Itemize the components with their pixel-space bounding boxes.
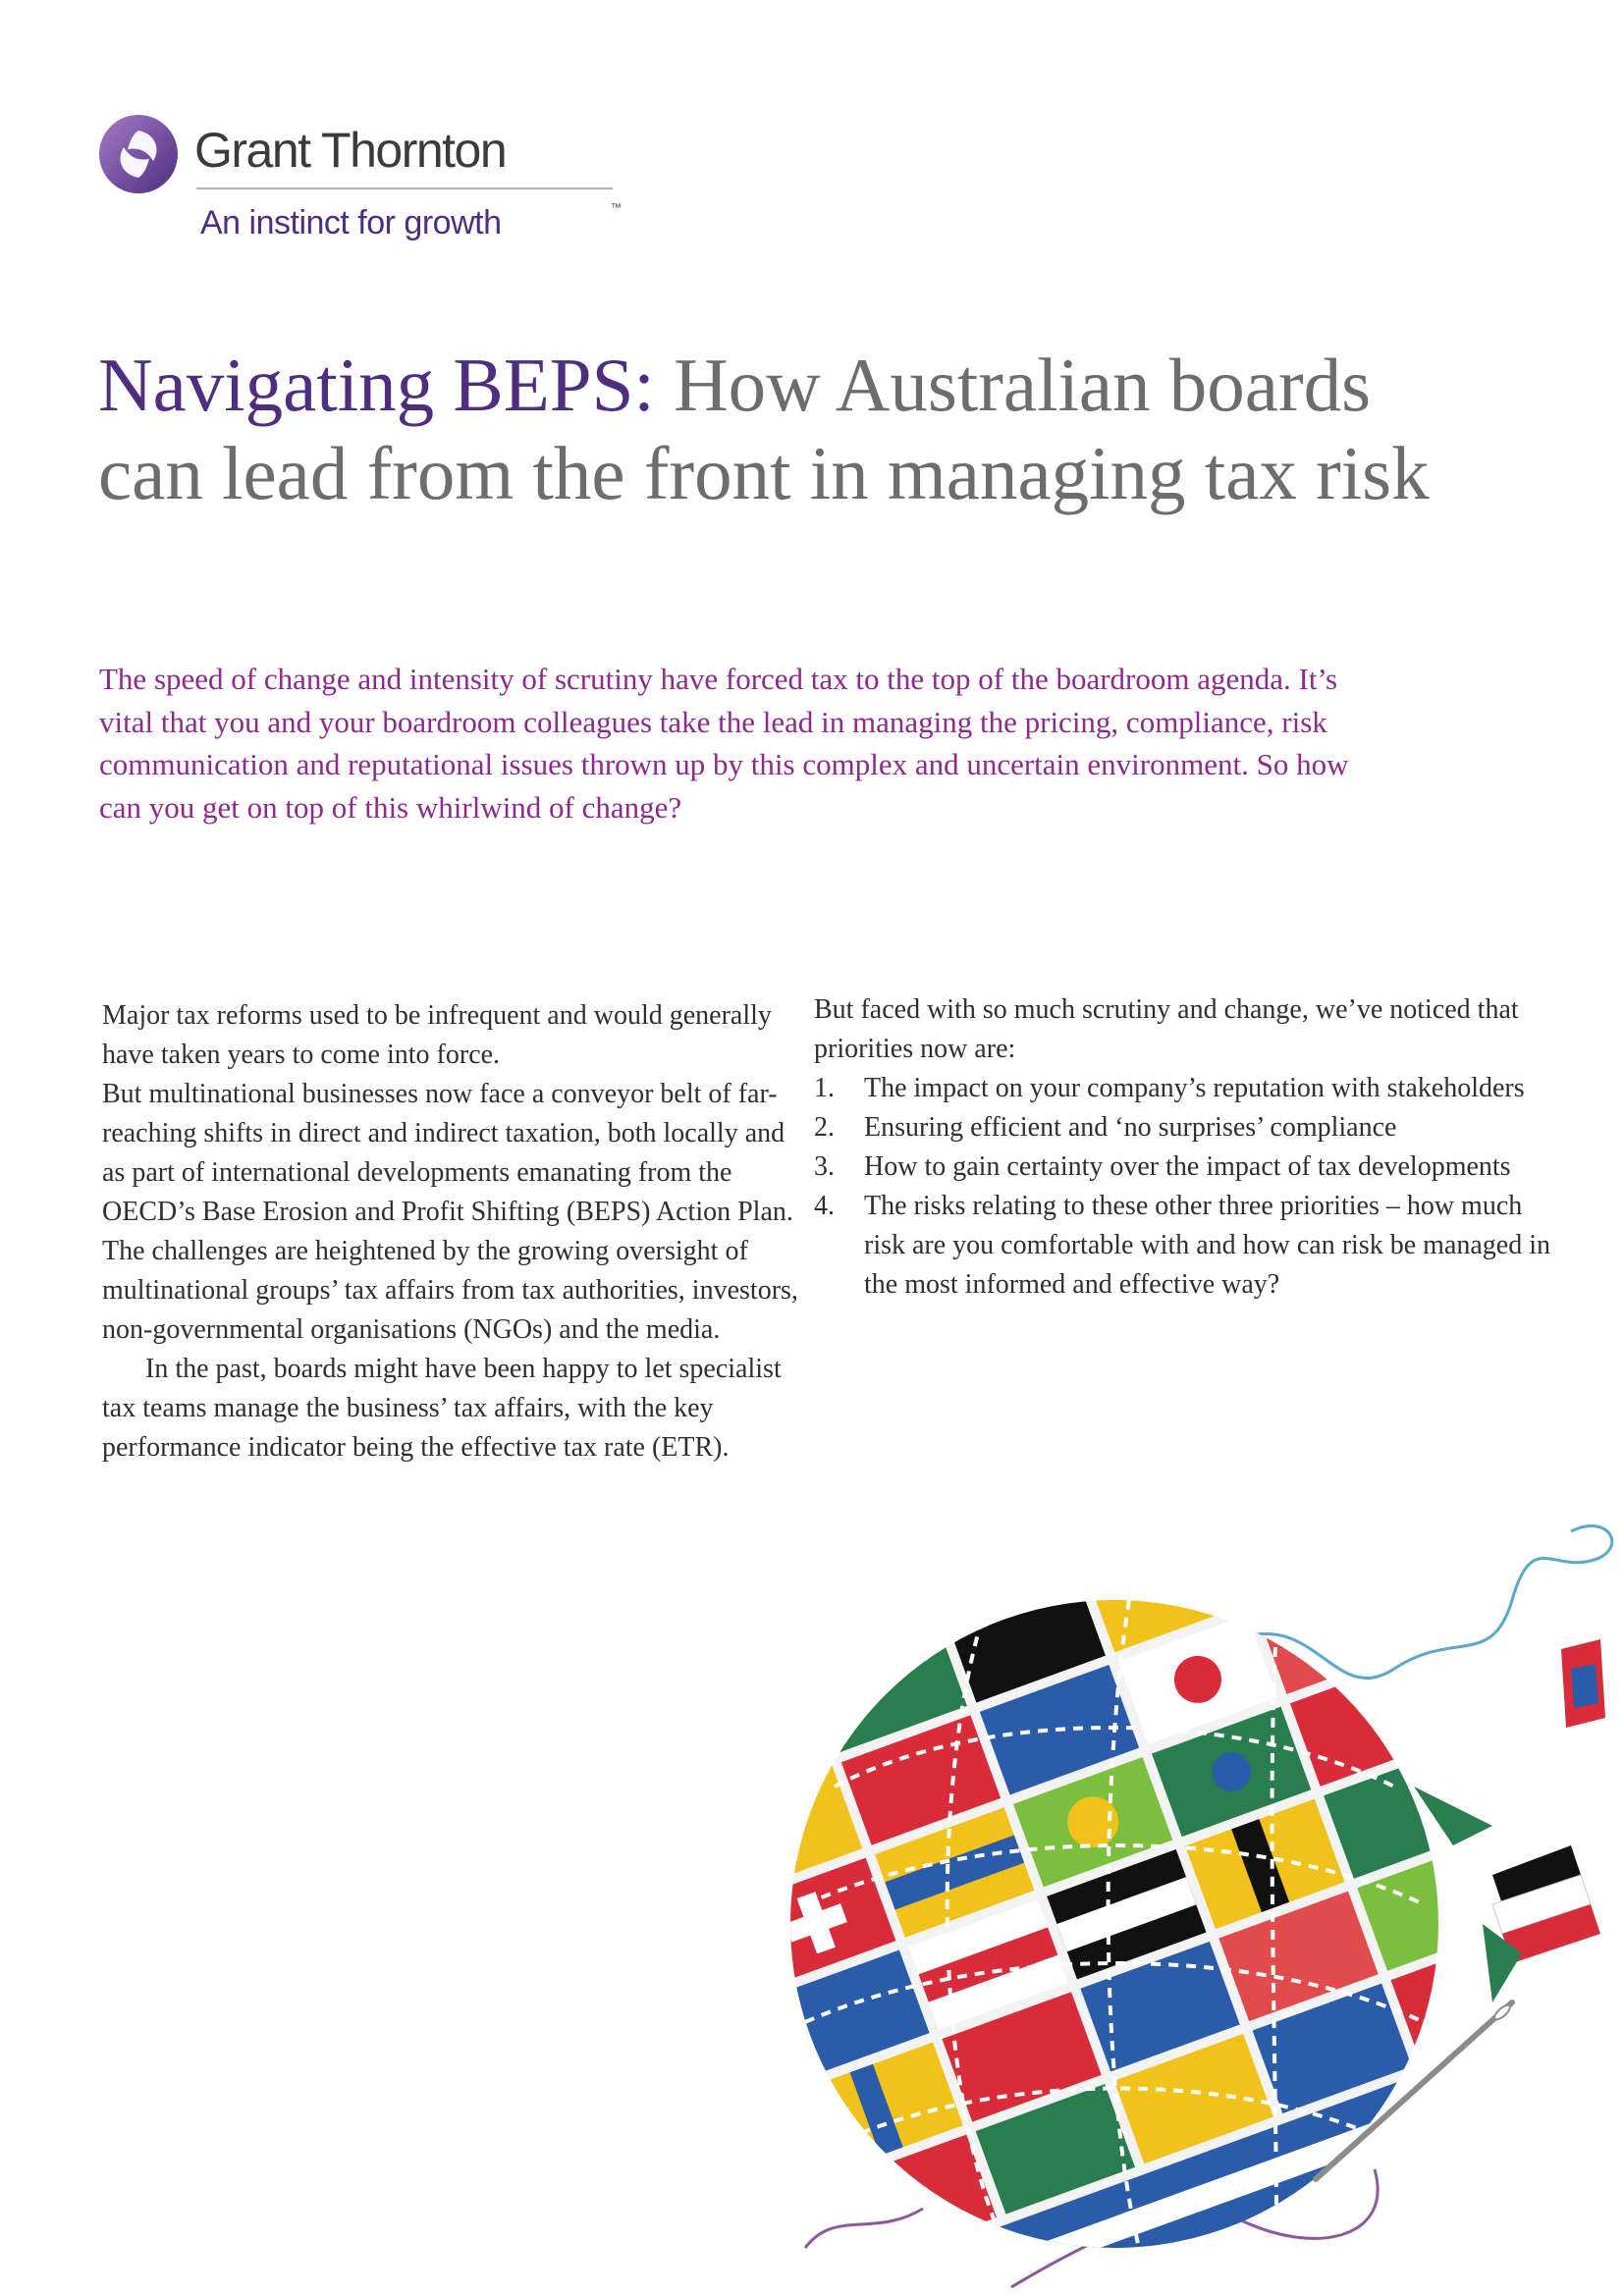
list-item bbox=[814, 1108, 1560, 1148]
body-paragraph: The challenges are heightened by the growing oversight of multinational groups’ tax affairs from tax authorities, investors, non-governmental organisations (NGOs) and the media. bbox=[102, 1236, 798, 1345]
right-column bbox=[814, 990, 1560, 1305]
list-number: 2. bbox=[814, 1112, 835, 1143]
page-title bbox=[98, 341, 1492, 517]
trademark-symbol: ™ bbox=[611, 202, 622, 214]
grant-thornton-logo bbox=[98, 110, 622, 247]
priorities-intro: But faced with so much scrutiny and change, we’ve noticed that priorities now are: bbox=[814, 994, 1519, 1064]
intro-paragraph: The speed of change and intensity of scrutiny have forced tax to the top of the boardroom agenda. It’s vital that you and your boardroom colleagues take the lead in managing the pricing, compliance, risk communication and reputational issues thrown up by this complex and uncertain environment. So how can you get on top of this whirlwind of change? bbox=[99, 662, 1349, 825]
priorities-list bbox=[814, 1069, 1560, 1305]
list-number: 3. bbox=[814, 1151, 835, 1182]
body-paragraph: Major tax reforms used to be infrequent and would generally have taken years to come into force. bbox=[102, 1000, 772, 1070]
logo-divider bbox=[196, 187, 613, 189]
title-highlight: Navigating BEPS: bbox=[98, 343, 655, 427]
list-item-text: The impact on your company’s reputation with stakeholders bbox=[864, 1073, 1525, 1103]
body-paragraph: In the past, boards might have been happy to let specialist tax teams manage the business’ tax affairs, with the key performance indicator being the effective tax rate (ETR). bbox=[102, 1354, 782, 1463]
list-number: 4. bbox=[814, 1191, 835, 1221]
list-item-text: The risks relating to these other three priorities – how much risk are you comfortable with and how can risk be managed in the most informed and effective way? bbox=[864, 1191, 1551, 1300]
list-item bbox=[814, 1069, 1560, 1108]
title-rest: How Australian boards can lead from the front in managing tax risk bbox=[98, 343, 1430, 515]
logo-tagline: An instinct for growth bbox=[200, 204, 502, 241]
list-item-text: Ensuring efficient and ‘no surprises’ compliance bbox=[864, 1112, 1397, 1143]
flag-globe-illustration bbox=[687, 1492, 1624, 2296]
list-item-text: How to gain certainty over the impact of tax developments bbox=[864, 1151, 1511, 1182]
left-column bbox=[102, 996, 809, 1468]
list-item bbox=[814, 1148, 1560, 1187]
grant-thornton-swirl-icon bbox=[98, 114, 179, 194]
list-item bbox=[814, 1187, 1560, 1305]
list-number: 1. bbox=[814, 1073, 835, 1103]
body-paragraph: But multinational businesses now face a conveyor belt of far-reaching shifts in direct and indirect taxation, both locally and as part of international developments emanating from the OECD’s Base Erosion and Profit Shifting (BEPS) Action Plan. bbox=[102, 1079, 793, 1227]
logo-wordmark: Grant Thornton bbox=[194, 123, 507, 178]
